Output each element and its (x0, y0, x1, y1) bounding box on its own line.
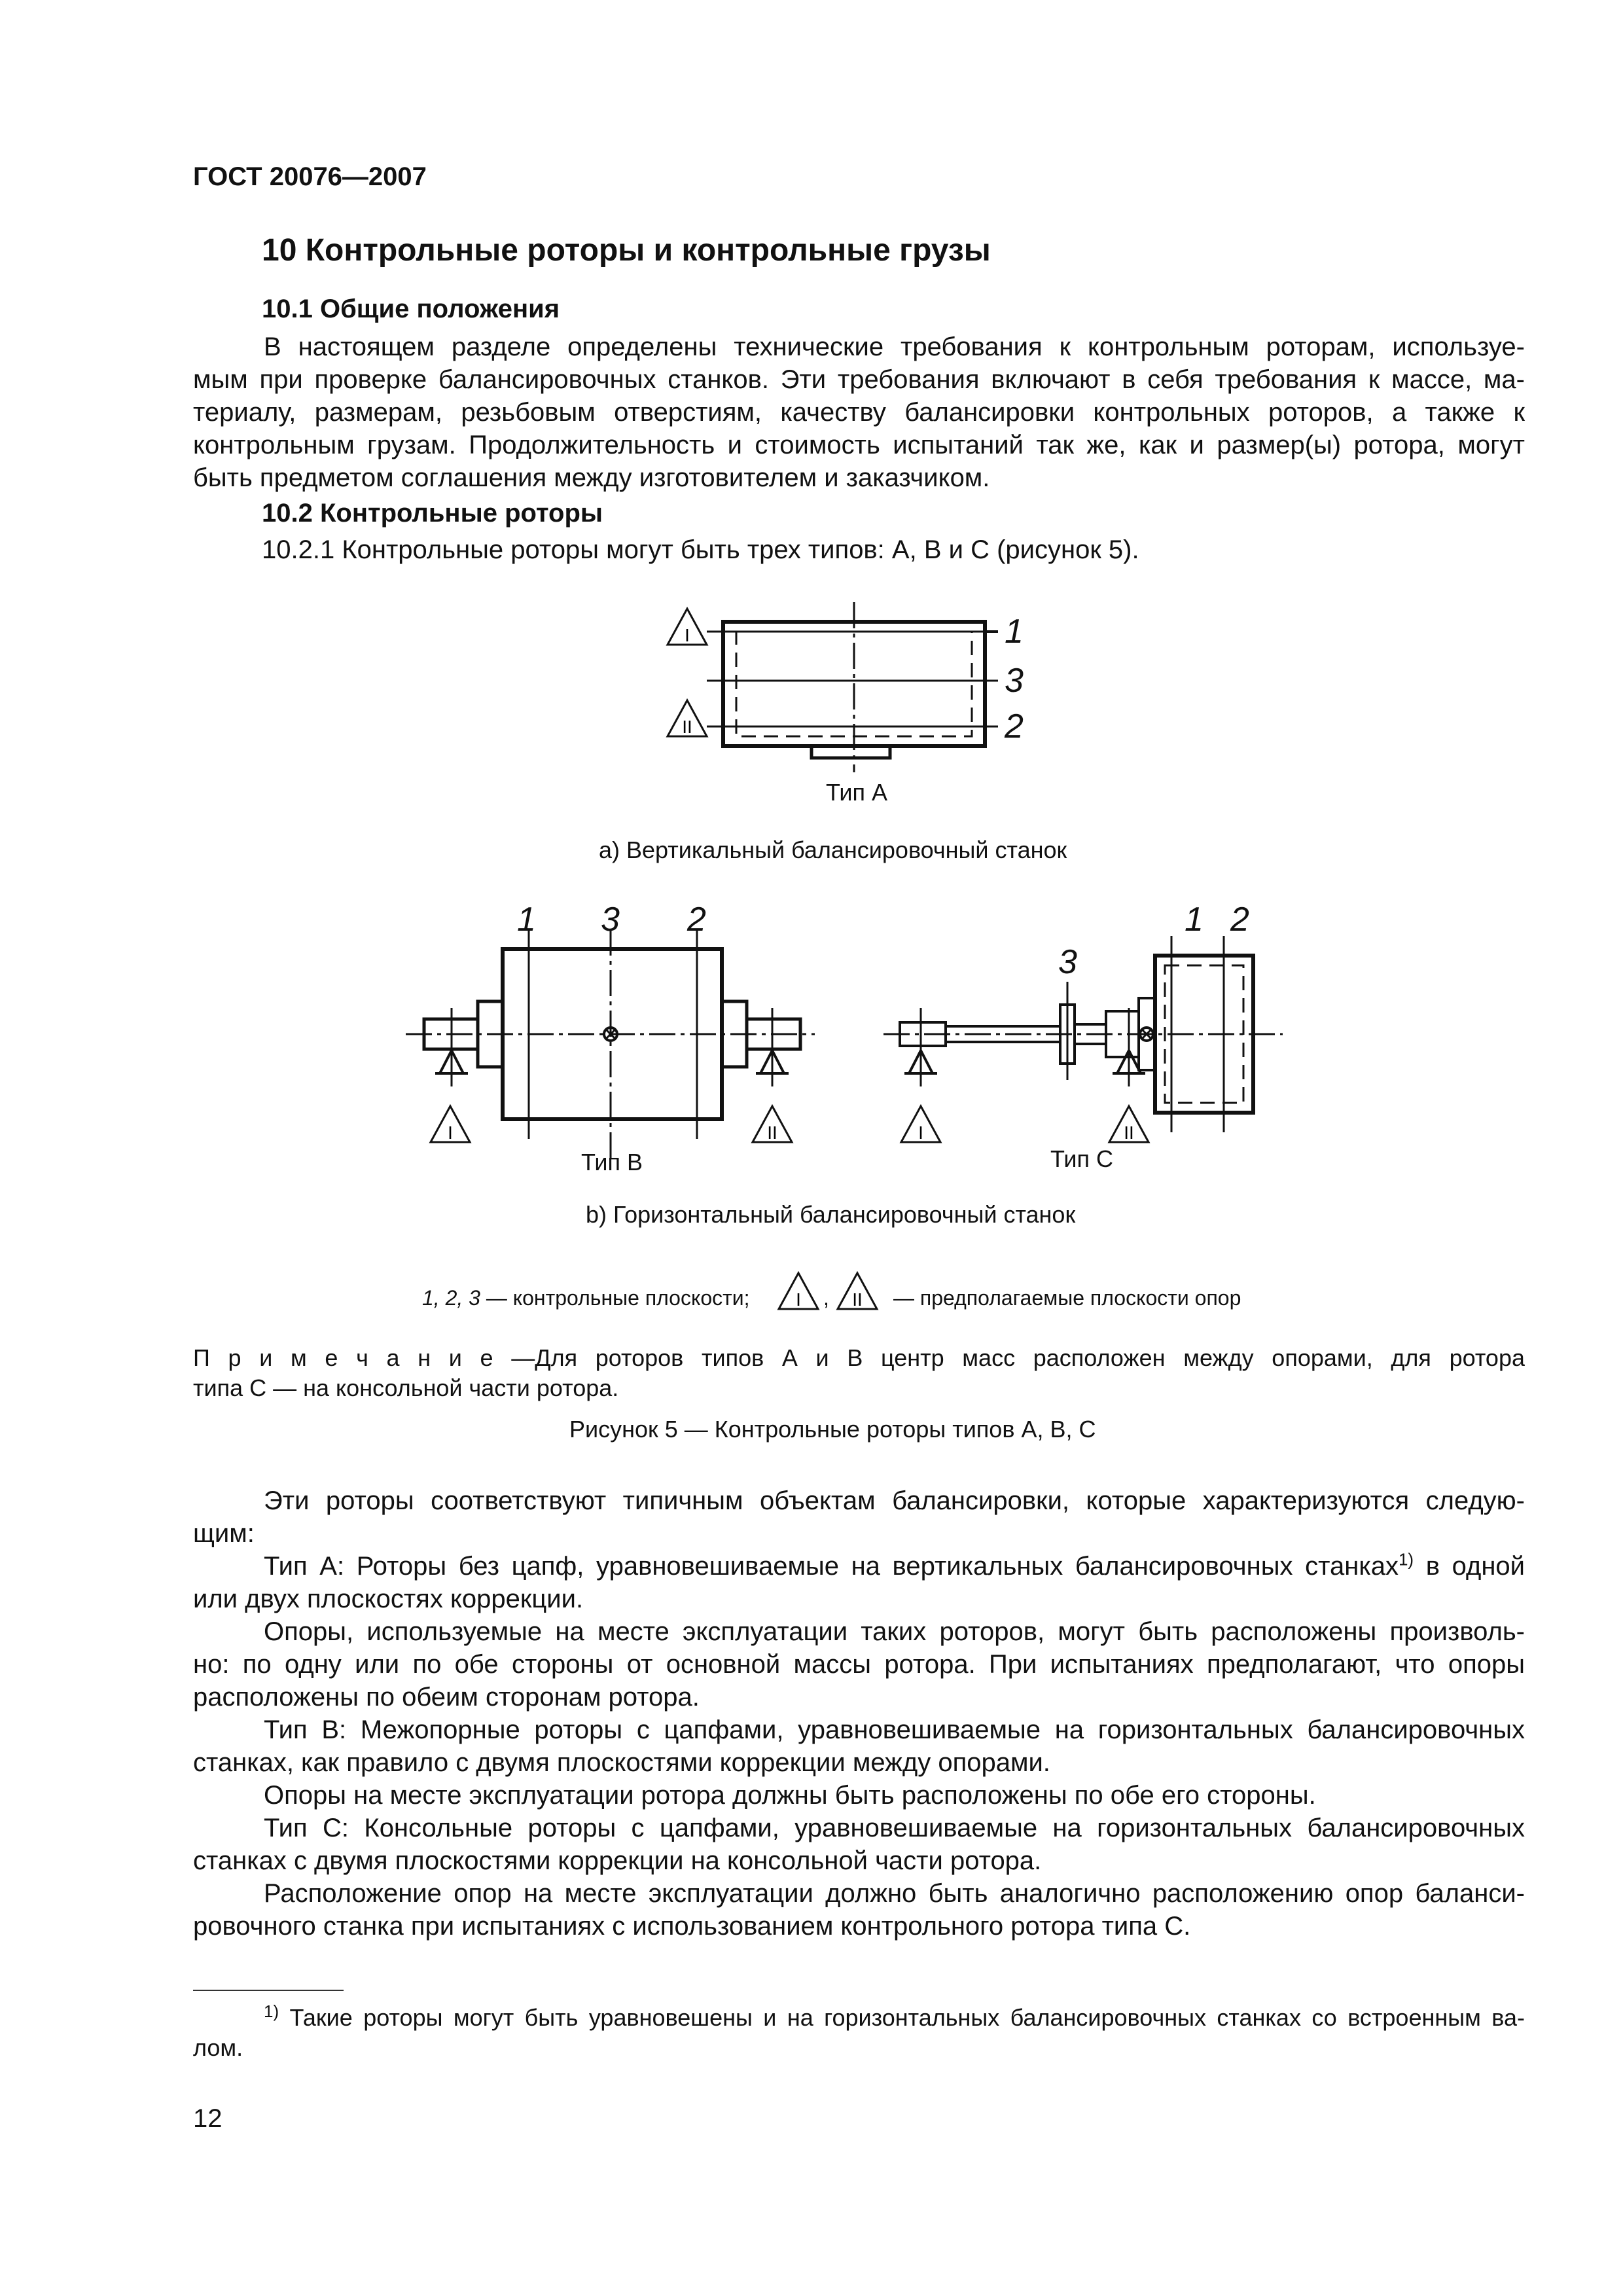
note-text: Для роторов типов А и В центр масс расположен между опорами, для ротора (535, 1344, 1525, 1371)
plane-label-2: 2 (687, 901, 706, 939)
legend-comma: , (823, 1286, 829, 1310)
support-plane-i-icon (668, 609, 707, 645)
body-text (193, 1484, 1525, 1943)
text-line: но: по одну или по обе стороны от основной массы ротора. При испытаниях предполагают, что опоры (193, 1650, 1525, 1679)
paragraph-10-2-1: 10.2.1 Контрольные роторы могут быть трех типов: А, В и С (рисунок 5). (262, 535, 1139, 564)
support-label: I (685, 625, 690, 645)
plane-label-2: 2 (1005, 708, 1024, 745)
text-line: Опоры, используемые на месте эксплуатации таких роторов, могут быть расположены произволь- (264, 1617, 1525, 1646)
footnote-line-2: лом. (193, 2034, 243, 2061)
footnote-mark: 1) (264, 2001, 279, 2021)
legend-support-i-icon (779, 1273, 818, 1310)
text-line: териалу, размерам, резьбовым отверстиям, качеству балансировки контрольных роторов, а также к (193, 398, 1525, 427)
text-line: ровочного станка при испытаниях с использованием контрольного ротора типа С. (193, 1912, 1191, 1941)
support-plane-ii-icon (753, 1106, 792, 1143)
footnote-divider (193, 1990, 344, 1991)
text-line: Тип В: Межопорные роторы с цапфами, уравновешиваемые на горизонтальных балансировочных (264, 1715, 1525, 1744)
text-line: Тип С: Консольные роторы с цапфами, уравновешиваемые на горизонтальных балансировочных (264, 1814, 1525, 1842)
plane-label-1: 1 (517, 901, 536, 939)
plane-label-2: 2 (1230, 901, 1249, 939)
plane-label-3: 3 (601, 901, 620, 939)
section-heading: 10 Контрольные роторы и контрольные грузы (262, 233, 991, 268)
support-plane-i-icon (431, 1106, 470, 1143)
support-label: II (1124, 1122, 1134, 1143)
text-line: станках, как правило с двумя плоскостями коррекции между опорами. (193, 1748, 1050, 1777)
text-line: станках с двумя плоскостями коррекции на консольной части ротора. (193, 1846, 1042, 1875)
plane-label-3: 3 (1058, 943, 1077, 981)
support-label: II (852, 1289, 863, 1310)
support-label: II (767, 1122, 777, 1143)
support-label: II (682, 717, 692, 737)
text-line: контрольным грузам. Продолжительность и стоимость испытаний так же, как и размер(ы) ротора, могут (193, 431, 1525, 459)
subsection-heading-10-1: 10.1 Общие положения (262, 295, 560, 323)
footnote (193, 2003, 1525, 2063)
text-line: Эти роторы соответствуют типичным объектам балансировки, которые характеризуются следую- (264, 1486, 1525, 1515)
rotor-type-b (406, 929, 815, 1158)
legend-support-ii-icon (838, 1273, 877, 1310)
type-a-text: Тип А: Роторы без цапф, уравновешиваемые на вертикальных балансировочных станках (264, 1552, 1399, 1581)
support-label: I (448, 1122, 453, 1143)
support-plane-ii-icon (668, 700, 707, 737)
note-line (193, 1343, 1525, 1373)
text-line: Расположение опор на месте эксплуатации должно быть аналогично расположению опор баланси- (264, 1879, 1525, 1908)
support-plane-i-icon (901, 1106, 940, 1143)
type-a-label: Тип А (826, 779, 888, 806)
plane-label-1: 1 (1005, 613, 1024, 651)
text-line (193, 1550, 1525, 1583)
type-c-label: Тип С (1050, 1145, 1114, 1172)
caption-b: b) Горизонтальный балансировочный станок (586, 1201, 1076, 1228)
rotor-type-c (883, 936, 1283, 1132)
text-line: или двух плоскостях коррекции. (193, 1585, 584, 1613)
legend-supports-text: — предполагаемые плоскости опор (893, 1286, 1241, 1310)
footnote-ref: 1) (1398, 1549, 1414, 1570)
text-line: мым при проверке балансировочных станков. Эти требования включают в себя требования к массе, ма- (193, 365, 1525, 394)
figure-title: Рисунок 5 — Контрольные роторы типов А, В, С (569, 1416, 1096, 1443)
text-line: Опоры на месте эксплуатации ротора должны быть расположены по обе его стороны. (264, 1781, 1316, 1810)
legend-planes-text: — контрольные плоскости; (486, 1286, 750, 1310)
plane-label-3: 3 (1005, 662, 1024, 700)
caption-a: а) Вертикальный балансировочный станок (599, 836, 1067, 863)
text-line: В настоящем разделе определены технические требования к контрольным роторам, используе- (264, 332, 1525, 361)
note-label: П р и м е ч а н и е — (193, 1344, 535, 1371)
rotor-type-a (707, 602, 998, 772)
footnote-line (193, 2003, 1525, 2033)
text-line: быть предметом соглашения между изготовителем и заказчиком. (193, 463, 990, 492)
support-plane-ii-icon (1109, 1106, 1149, 1143)
plane-label-1: 1 (1185, 901, 1204, 939)
legend-planes (422, 1286, 750, 1310)
page-number: 12 (193, 2104, 223, 2133)
footnote-text: Такие роторы могут быть уравновешены и на горизонтальных балансировочных станках со встроенным ва- (279, 2004, 1525, 2031)
figure-note (193, 1343, 1525, 1403)
subsection-heading-10-2: 10.2 Контрольные роторы (262, 499, 603, 528)
text-line: расположены по обеим сторонам ротора. (193, 1683, 700, 1712)
legend-planes-numbers: 1, 2, 3 (422, 1286, 480, 1310)
support-label: I (796, 1289, 801, 1310)
text-line: щим: (193, 1519, 255, 1548)
support-label: I (918, 1122, 923, 1143)
type-a-text-end: в одной (1414, 1552, 1525, 1581)
note-line-2: типа С — на консольной части ротора. (193, 1374, 619, 1401)
type-b-label: Тип В (581, 1149, 643, 1175)
document-id: ГОСТ 20076—2007 (193, 162, 427, 191)
